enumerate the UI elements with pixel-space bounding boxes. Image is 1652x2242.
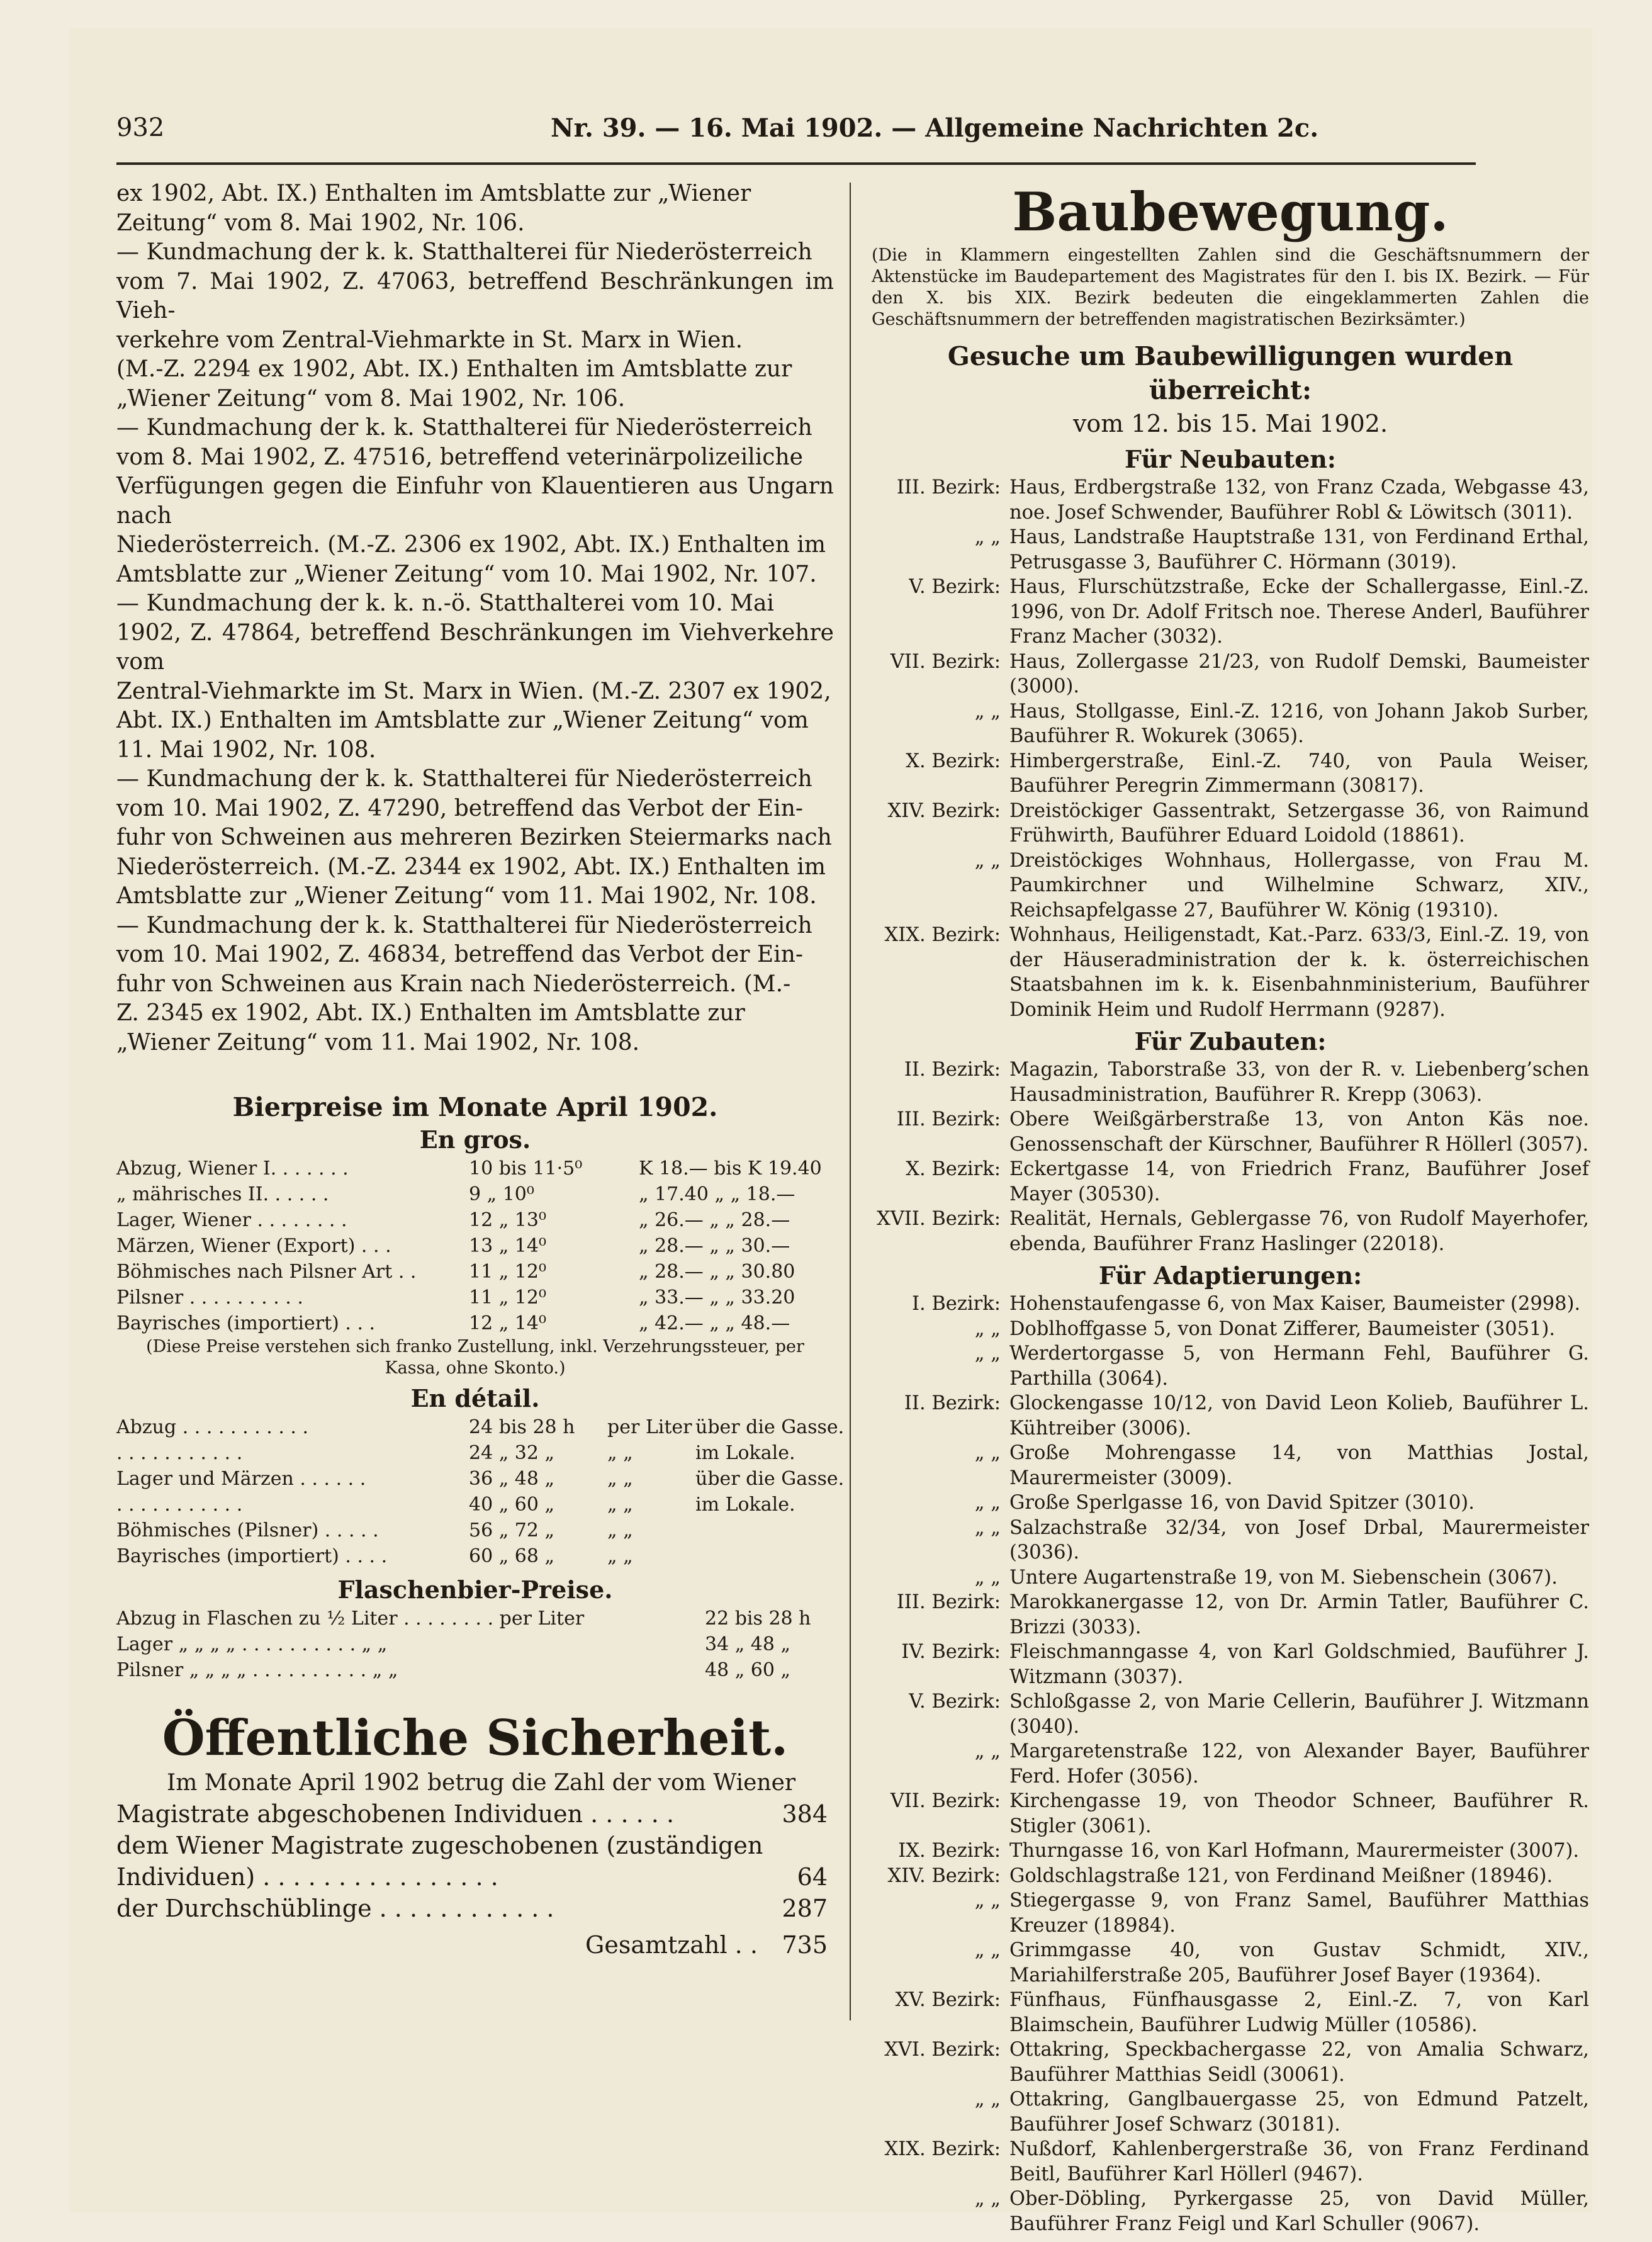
district-label: „ „: [974, 1343, 1001, 1365]
beer-name: Pilsner . . . . . . . . . .: [116, 1287, 303, 1309]
beer-name: „ mährisches II. . . . . .: [116, 1183, 329, 1205]
permit-text: Haus, Flurschützstraße, Ecke der Schallergasse, Einl.-Z. 1996, von Dr. Adolf Fritsch noe. Therese Anderl, Bauführer Franz Macher (3032).: [1009, 576, 1589, 648]
public-safety-title: Öffentliche Sicherheit.: [162, 1710, 789, 1767]
beer-name: Abzug, Wiener I. . . . . . .: [116, 1158, 349, 1180]
bottled-price: 34 „ 48 „: [705, 1633, 791, 1655]
district-label: III. Bezirk:: [896, 1108, 1001, 1130]
district-label: „ „: [974, 700, 1001, 723]
permit-text: Wohnhaus, Heiligenstadt, Kat.-Parz. 633/3, Einl.-Z. 19, von der Häuseradministration der k. k. österreichischen Staatsbahnen im k. k. Eisenbahnministerium, Bauführer Dominik Heim und Rudolf Herrmann (9287).: [1009, 924, 1589, 1021]
permit-entry: [872, 1839, 1589, 1864]
bottled-price: 22 bis 28 h: [705, 1608, 811, 1630]
permit-entry: [872, 1391, 1589, 1441]
permit-entry: [872, 1789, 1589, 1839]
district-label: X. Bezirk:: [906, 750, 1001, 772]
safety-total-label: Gesamtzahl . .: [585, 1930, 758, 1959]
en-detail-row: [116, 1492, 834, 1518]
district-label: XVI. Bezirk:: [884, 2039, 1001, 2061]
beer-degree: 10 bis 11·5⁰: [469, 1158, 583, 1180]
en-gros-row: [116, 1233, 834, 1259]
district-label: XVII. Bezirk:: [877, 1208, 1001, 1230]
district-label: „ „: [974, 2088, 1001, 2110]
district-label: II. Bezirk:: [904, 1059, 1001, 1081]
safety-row: [116, 1893, 834, 1924]
beer-where: über die Gasse.: [695, 1416, 845, 1438]
district-label: „ „: [974, 1939, 1001, 1961]
permit-text: Schloßgasse 2, von Marie Cellerin, Bauführer J. Witzmann (3040).: [1009, 1691, 1589, 1738]
header-rule: [116, 162, 1476, 165]
permit-entry: [872, 575, 1589, 650]
permit-text: Werdertorgasse 5, von Hermann Fehl, Bauführer G. Parthilla (3064).: [1009, 1343, 1589, 1390]
building-activity-title: Baubewegung.: [1012, 181, 1449, 243]
permit-entry: [872, 1640, 1589, 1689]
bottled-row: [116, 1631, 834, 1657]
en-gros-row: [116, 1259, 834, 1285]
permit-entry: [872, 1739, 1589, 1789]
district-label: XIV. Bezirk:: [887, 1864, 1001, 1887]
safety-row: [116, 1830, 834, 1861]
beer-degree: 12 „ 13⁰: [469, 1209, 546, 1231]
date-range: vom 12. bis 15. Mai 1902.: [1072, 410, 1388, 437]
permit-text: Nußdorf, Kahlenbergerstraße 36, von Franz Ferdinand Beitl, Bauführer Karl Höllerl (9467).: [1009, 2138, 1589, 2185]
permit-entry: [872, 2137, 1589, 2187]
permit-text: Haus, Stollgasse, Einl.-Z. 1216, von Johann Jakob Surber, Bauführer R. Wokurek (3065).: [1009, 700, 1589, 747]
permit-text: Kirchengasse 19, von Theodor Schneer, Bauführer R. Stigler (3061).: [1009, 1790, 1589, 1837]
beer-degree: 13 „ 14⁰: [469, 1235, 546, 1257]
district-label: „ „: [974, 1442, 1001, 1464]
permit-entry: [872, 1988, 1589, 2037]
permit-entry: [872, 2087, 1589, 2137]
safety-row: [116, 1798, 834, 1830]
safety-total-value: 735: [782, 1930, 828, 1959]
permit-text: Haus, Zollergasse 21/23, von Rudolf Demski, Baumeister (3000).: [1009, 650, 1589, 697]
permit-entry: [872, 1292, 1589, 1317]
permit-text: Magazin, Taborstraße 33, von der R. v. Liebenberg’schen Hausadministration, Bauführer R. Krepp (3063).: [1009, 1059, 1589, 1106]
beer-price: K 18.— bis K 19.40: [639, 1158, 822, 1180]
en-detail-row: [116, 1440, 834, 1466]
safety-total-row: [116, 1929, 834, 1961]
beer-name: Lager, Wiener . . . . . . . .: [116, 1209, 347, 1231]
page-header: [116, 107, 1476, 151]
permit-text: Hohenstaufengasse 6, von Max Kaiser, Baumeister (2998).: [1009, 1293, 1581, 1315]
safety-intro: Im Monate April 1902 betrug die Zahl der vom Wiener: [167, 1770, 796, 1796]
permit-text: Fleischmanngasse 4, von Karl Goldschmied, Bauführer J. Witzmann (3037).: [1009, 1641, 1589, 1688]
permit-text: Eckertgasse 14, von Friedrich Franz, Bauführer Josef Mayer (30530).: [1009, 1158, 1589, 1205]
en-gros-title: En gros.: [419, 1125, 531, 1154]
bottled-row: [116, 1657, 834, 1683]
district-label: IV. Bezirk:: [901, 1641, 1001, 1663]
permit-text: Ottakring, Speckbachergasse 22, von Amalia Schwarz, Bauführer Matthias Seidl (30061).: [1009, 2039, 1589, 2086]
beer-unit: per Liter: [607, 1416, 692, 1438]
safety-value: 287: [782, 1894, 828, 1922]
beer-prices-title: Bierpreise im Monate April 1902.: [232, 1092, 718, 1122]
permit-entry: [872, 1490, 1589, 1516]
permit-entry: [872, 1689, 1589, 1739]
permit-text: Stiegergasse 9, von Franz Samel, Bauführer Matthias Kreuzer (18984).: [1009, 1890, 1589, 1937]
beer-unit: „ „: [607, 1519, 633, 1541]
en-gros-row: [116, 1156, 834, 1181]
beer-price: „ 42.— „ „ 48.—: [639, 1312, 790, 1334]
district-label: XIX. Bezirk:: [884, 2138, 1001, 2160]
page-number: 932: [116, 113, 165, 142]
en-detail-table: [116, 1414, 845, 1569]
permit-entry: [872, 650, 1589, 699]
permit-entry: [872, 1516, 1589, 1565]
permit-entry: [872, 1888, 1589, 1938]
building-activity-note: (Die in Klammern eingestellten Zahlen sind die Geschäftsnummern der Aktenstücke im Baudepartement des Magistrates für den I. bis IX. Bezirk. — Für den X. bis XIX. Bezirk bedeuten die eingeklammerten Zahlen die Geschäftsnummern der betreffenden magistratischen Bezirksämter.): [872, 245, 1589, 329]
permit-entry: [872, 525, 1589, 575]
beer-name: Märzen, Wiener (Export) . . .: [116, 1235, 391, 1257]
en-gros-row: [116, 1207, 834, 1233]
permit-text: Grimmgasse 40, von Gustav Schmidt, XIV., Mariahilferstraße 205, Bauführer Josef Bayer (19364).: [1009, 1939, 1589, 1986]
district-label: XIV. Bezirk:: [887, 799, 1001, 822]
permit-entry: [872, 1341, 1589, 1391]
beer-name: Böhmisches (Pilsner) . . . . .: [116, 1519, 379, 1541]
permit-entry: [872, 1207, 1589, 1256]
beer-name: . . . . . . . . . . .: [116, 1442, 243, 1464]
district-label: „ „: [974, 1740, 1001, 1762]
en-gros-table: [116, 1156, 834, 1336]
en-detail-row: [116, 1466, 845, 1492]
en-detail-title: En détail.: [410, 1384, 540, 1412]
district-label: XV. Bezirk:: [895, 1989, 1001, 2011]
district-label: „ „: [974, 1890, 1001, 1912]
beer-name: Böhmisches nach Pilsner Art . .: [116, 1261, 417, 1283]
district-label: „ „: [974, 1566, 1001, 1589]
permit-text: Große Mohrengasse 14, von Matthias Jostal, Maurermeister (3009).: [1009, 1442, 1589, 1489]
permit-text: Marokkanergasse 12, von Dr. Armin Tatler, Bauführer C. Brizzi (3033).: [1009, 1591, 1589, 1638]
safety-row: [116, 1861, 834, 1893]
district-label: II. Bezirk:: [904, 1392, 1001, 1414]
permit-text: Doblhoffgasse 5, von Donat Zifferer, Baumeister (3051).: [1009, 1317, 1556, 1340]
beer-name: Bayrisches (importiert) . . . .: [116, 1545, 388, 1567]
permit-text: Ober-Döbling, Pyrkergasse 25, von David Müller, Bauführer Franz Feigl und Karl Schuller (9067).: [1009, 2188, 1589, 2235]
permit-text: Margaretenstraße 122, von Alexander Bayer, Bauführer Ferd. Hofer (3056).: [1009, 1740, 1589, 1788]
beer-name: Abzug . . . . . . . . . . .: [116, 1416, 308, 1438]
district-label: „ „: [974, 2188, 1001, 2210]
permit-text: Glockengasse 10/12, von David Leon Kolieb, Bauführer L. Kühtreiber (3006).: [1009, 1392, 1589, 1439]
beer-price: „ 28.— „ „ 30.—: [639, 1235, 790, 1257]
beer-price: 36 „ 48 „: [469, 1468, 555, 1490]
beer-price: 56 „ 72 „: [469, 1519, 555, 1541]
district-label: I. Bezirk:: [911, 1293, 1001, 1315]
beer-degree: 11 „ 12⁰: [469, 1261, 546, 1283]
district-label: V. Bezirk:: [909, 1691, 1001, 1713]
permit-entry: [872, 923, 1589, 1022]
permit-text: Obere Weißgärberstraße 13, von Anton Käs noe. Genossenschaft der Kürschner, Bauführer R Höllerl (3057).: [1009, 1108, 1589, 1156]
district-label: „ „: [974, 526, 1001, 548]
permit-text: Ottakring, Ganglbauergasse 25, von Edmund Patzelt, Bauführer Josef Schwarz (30181).: [1009, 2088, 1589, 2136]
permit-text: Untere Augartenstraße 19, von M. Siebenschein (3067).: [1009, 1566, 1558, 1589]
running-title: Nr. 39. — 16. Mai 1902. — Allgemeine Nachrichten 2c.: [551, 113, 1319, 143]
beer-price: „ 28.— „ „ 30.80: [639, 1261, 795, 1283]
section-title: Für Zubauten:: [1134, 1027, 1327, 1056]
en-detail-row: [116, 1518, 834, 1543]
beer-degree: 12 „ 14⁰: [469, 1312, 546, 1334]
section-title: Für Adaptierungen:: [1098, 1261, 1363, 1290]
beer-unit: „ „: [607, 1442, 633, 1464]
district-label: VII. Bezirk:: [890, 1790, 1001, 1812]
bottled-name: Lager „ „ „ „ . . . . . . . . . . „ „: [116, 1633, 388, 1655]
building-sections: [872, 444, 1589, 2236]
en-detail-row: [116, 1414, 845, 1440]
permit-text: Haus, Landstraße Hauptstraße 131, von Ferdinand Erthal, Petrusgasse 3, Bauführer C. Hörmann (3019).: [1009, 526, 1589, 573]
beer-price: 24 „ 32 „: [469, 1442, 555, 1464]
district-label: III. Bezirk:: [896, 476, 1001, 499]
permit-text: Realität, Hernals, Geblergasse 76, von Rudolf Mayerhofer, ebenda, Bauführer Franz Haslinger (22018).: [1009, 1208, 1589, 1255]
beer-name: Lager und Märzen . . . . . .: [116, 1468, 366, 1490]
right-column: [872, 179, 1589, 2236]
bottled-name: Pilsner „ „ „ „ . . . . . . . . . . „ „: [116, 1659, 398, 1681]
en-detail-row: [116, 1543, 834, 1569]
en-gros-row: [116, 1181, 834, 1207]
safety-table: [116, 1798, 834, 1924]
bottled-beer-table: [116, 1606, 834, 1683]
safety-value: 64: [797, 1862, 828, 1891]
safety-label: dem Wiener Magistrate zugeschobenen (zuständigen: [116, 1831, 763, 1859]
beer-where: im Lokale.: [695, 1442, 795, 1464]
beer-unit: „ „: [607, 1545, 633, 1567]
bottled-beer-title: Flaschenbier-Preise.: [337, 1575, 613, 1604]
permit-text: Dreistöckiger Gassentrakt, Setzergasse 36, von Raimund Frühwirth, Bauführer Eduard Loidold (18861).: [1009, 799, 1589, 847]
applications-title: Gesuche um Baubewilligungen wurden überreicht:: [947, 341, 1514, 405]
permit-text: Goldschlagstraße 121, von Ferdinand Meißner (18946).: [1009, 1864, 1553, 1887]
beer-name: Bayrisches (importiert) . . .: [116, 1312, 376, 1334]
permit-text: Thurngasse 16, von Karl Hofmann, Maurermeister (3007).: [1009, 1840, 1580, 1862]
beer-where: im Lokale.: [695, 1494, 795, 1516]
beer-where: über die Gasse.: [695, 1468, 845, 1490]
permit-entry: [872, 2037, 1589, 2087]
permit-entry: [872, 848, 1589, 923]
beer-unit: „ „: [607, 1494, 633, 1516]
district-label: XIX. Bezirk:: [884, 924, 1001, 946]
beer-price: „ 26.— „ „ 28.—: [639, 1209, 790, 1231]
permit-entry: [872, 475, 1589, 525]
district-label: III. Bezirk:: [896, 1591, 1001, 1613]
permit-entry: [872, 699, 1589, 749]
beer-name: . . . . . . . . . . .: [116, 1494, 243, 1516]
permit-text: Große Sperlgasse 16, von David Spitzer (3010).: [1009, 1492, 1475, 1514]
beer-degree: 11 „ 12⁰: [469, 1287, 546, 1309]
en-gros-row: [116, 1310, 834, 1336]
permit-entry: [872, 1938, 1589, 1988]
beer-price: „ 17.40 „ „ 18.—: [639, 1183, 795, 1205]
permit-entry: [872, 1317, 1589, 1342]
en-gros-note: (Diese Preise verstehen sich franko Zustellung, inkl. Verzehrungssteuer, per Kassa, ohne Skonto.): [146, 1337, 804, 1378]
district-label: V. Bezirk:: [909, 576, 1001, 598]
permit-entry: [872, 749, 1589, 799]
beer-price: 40 „ 60 „: [469, 1494, 555, 1516]
district-label: „ „: [974, 849, 1001, 872]
permit-entry: [872, 1107, 1589, 1157]
bottled-price: 48 „ 60 „: [705, 1659, 791, 1681]
permit-entry: [872, 1441, 1589, 1490]
permit-text: Salzachstraße 32/34, von Josef Drbal, Maurermeister (3036).: [1009, 1516, 1589, 1563]
district-label: „ „: [974, 1516, 1001, 1539]
district-label: IX. Bezirk:: [898, 1840, 1001, 1862]
bottled-name: Abzug in Flaschen zu ½ Liter . . . . . . . . per Liter: [116, 1608, 585, 1630]
beer-price: 60 „ 68 „: [469, 1545, 555, 1567]
left-column: [116, 179, 845, 1961]
safety-value: 384: [782, 1800, 828, 1828]
safety-label: Magistrate abgeschobenen Individuen . . . . . .: [116, 1800, 675, 1828]
permit-entry: [872, 1565, 1589, 1591]
district-label: X. Bezirk:: [906, 1158, 1001, 1180]
district-label: „ „: [974, 1317, 1001, 1340]
beer-unit: „ „: [607, 1468, 633, 1490]
bottled-row: [116, 1606, 834, 1631]
permit-entry: [872, 1864, 1589, 1889]
beer-degree: 9 „ 10⁰: [469, 1183, 534, 1205]
permit-entry: [872, 799, 1589, 848]
safety-label: Individuen) . . . . . . . . . . . . . . . .: [116, 1862, 498, 1891]
permit-entry: [872, 1157, 1589, 1207]
permit-entry: [872, 1590, 1589, 1640]
permit-entry: [872, 1057, 1589, 1107]
permit-text: Himbergerstraße, Einl.-Z. 740, von Paula Weiser, Bauführer Peregrin Zimmermann (30817).: [1009, 750, 1589, 797]
district-label: „ „: [974, 1492, 1001, 1514]
en-gros-row: [116, 1285, 834, 1310]
beer-price: „ 33.— „ „ 33.20: [639, 1287, 795, 1309]
announcements-text: ex 1902, Abt. IX.) Enthalten im Amtsblatte zur „Wiener Zeitung“ vom 8. Mai 1902, Nr. 106. — Kundmachung der k. k. Statthalterei für Niederösterreich vom 7. Mai 1902, Z. 47063, betreffend Beschränkungen im Vieh- verkehre vom Zentral-Viehmarkte in St. Marx in Wien. (M.-Z. 2294 ex 1902, Abt. IX.) Enthalten im Amtsblatte zur „Wiener Zeitung“ vom 8. Mai 1902, Nr. 106. — Kundmachung der k. k. Statthalterei für Niederösterreich vom 8. Mai 1902, Z. 47516, betreffend veterinärpolizeiliche Verfügungen gegen die Einfuhr von Klauentieren aus Ungarn nach Niederösterreich. (M.-Z. 2306 ex 1902, Abt. IX.) Enthalten im Amtsblatte zur „Wiener Zeitung“ vom 10. Mai 1902, Nr. 107. — Kundmachung der k. k. n.-ö. Statthalterei vom 10. Mai 1902, Z. 47864, betreffend Beschränkungen im Viehverkehre vom Zentral-Viehmarkte im St. Marx in Wien. (M.-Z. 2307 ex 1902, Abt. IX.) Enthalten im Amtsblatte zur „Wiener Zeitung“ vom 11. Mai 1902, Nr. 108. — Kundmachung der k. k. Statthalterei für Niederösterreich vom 10. Mai 1902, Z. 47290, betreffend das Verbot der Ein- fuhr von Schweinen aus mehreren Bezirken Steiermarks nach Niederösterreich. (M.-Z. 2344 ex 1902, Abt. IX.) Enthalten im Amtsblatte zur „Wiener Zeitung“ vom 11. Mai 1902, Nr. 108. — Kundmachung der k. k. Statthalterei für Niederösterreich vom 10. Mai 1902, Z. 46834, betreffend das Verbot der Ein- fuhr von Schweinen aus Krain nach Niederösterreich. (M.- Z. 2345 ex 1902, Abt. IX.) Enthalten im Amtsblatte zur „Wiener Zeitung“ vom 11. Mai 1902, Nr. 108.: [116, 181, 834, 1056]
beer-price: 24 bis 28 h: [469, 1416, 575, 1438]
permit-entry: [872, 2187, 1589, 2236]
district-label: VII. Bezirk:: [890, 650, 1001, 673]
permit-text: Haus, Erdbergstraße 132, von Franz Czada, Webgasse 43, noe. Josef Schwender, Bauführer Robl & Löwitsch (3011).: [1009, 476, 1589, 524]
safety-label: der Durchschüblinge . . . . . . . . . . . .: [116, 1894, 554, 1922]
column-divider: [850, 183, 851, 2020]
permit-text: Dreistöckiges Wohnhaus, Hollergasse, von Frau M. Paumkirchner und Wilhelmine Schwarz, XIV., Reichsapfelgasse 27, Bauführer W. König (19310).: [1009, 849, 1589, 921]
permit-text: Fünfhaus, Fünfhausgasse 2, Einl.-Z. 7, von Karl Blaimschein, Bauführer Ludwig Müller (10586).: [1009, 1989, 1589, 2036]
section-title: Für Neubauten:: [1125, 445, 1336, 473]
